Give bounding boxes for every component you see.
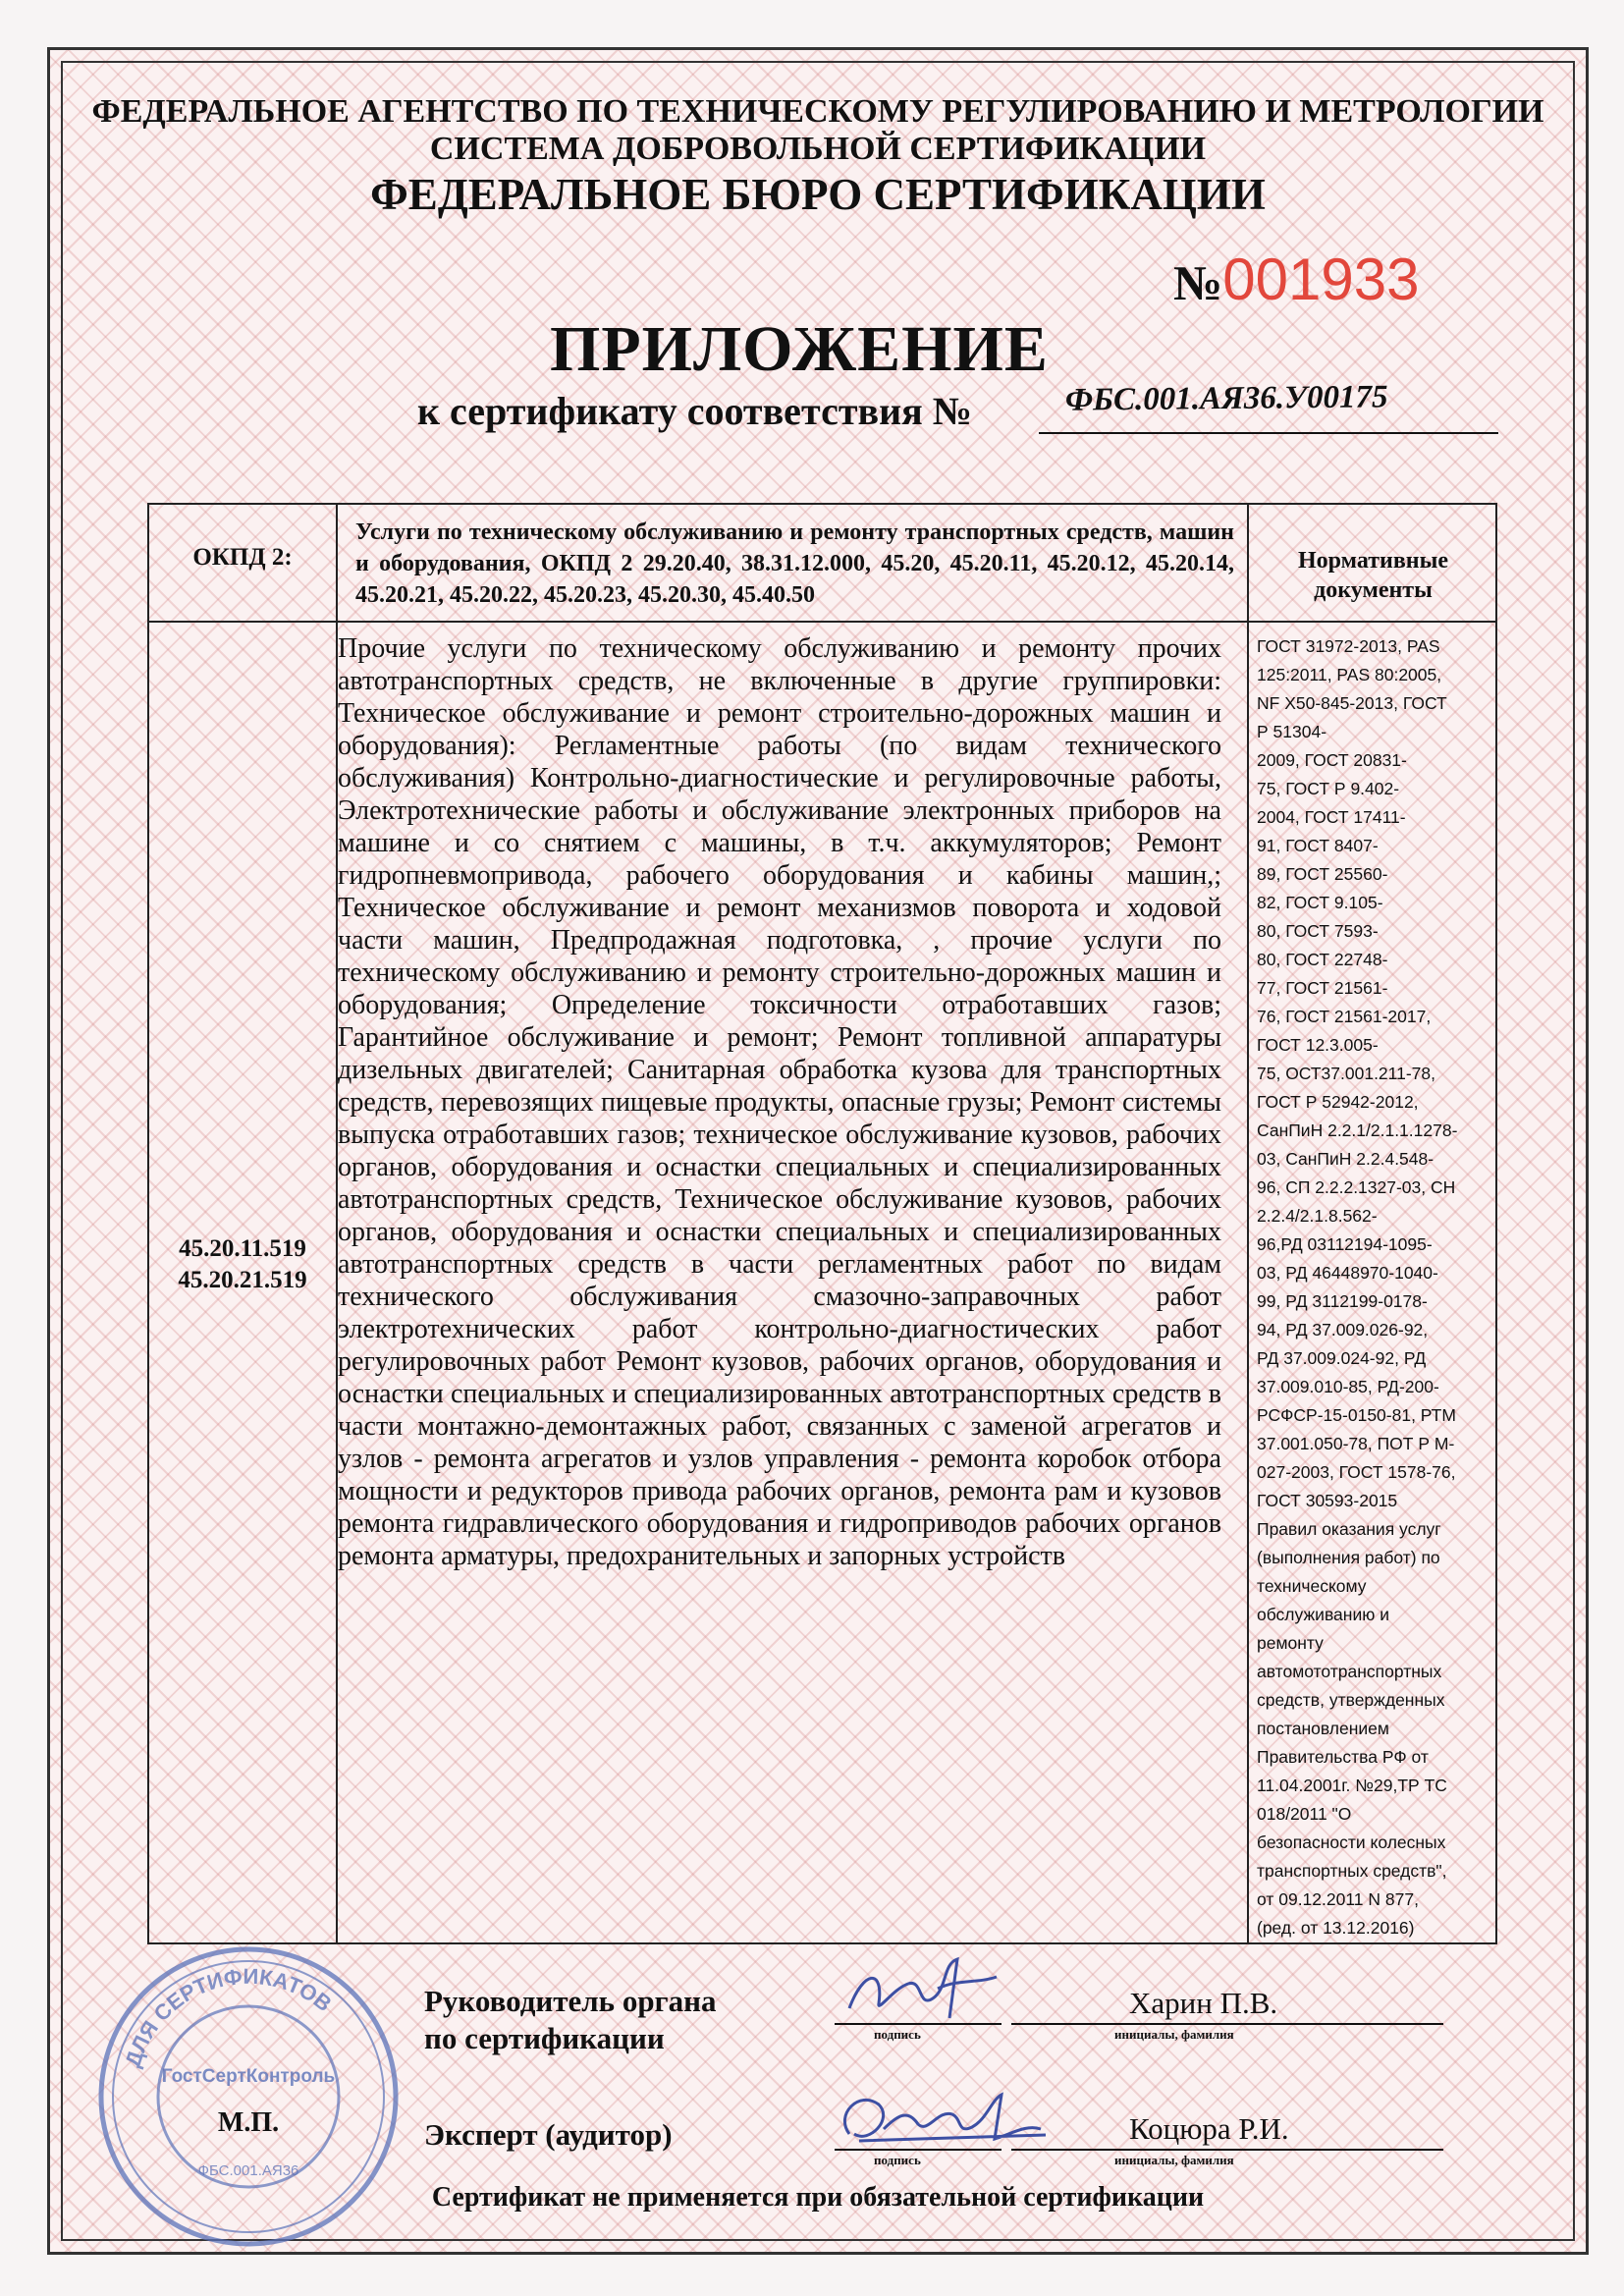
normative-document-line: 94, РД 37.009.026-92, [1257, 1320, 1429, 1339]
okpd-codes [149, 1233, 336, 1296]
okpd-label: ОКПД 2: [192, 544, 293, 571]
signature-caption: подпись [874, 2153, 921, 2167]
form-number [1173, 246, 1419, 313]
normative-document-line: техническому [1257, 1576, 1367, 1596]
normative-document-line: 37.009.010-85, РД-200- [1257, 1377, 1439, 1396]
stamp-ring-text: ДЛЯ СЕРТИФИКАТОВ [120, 1963, 337, 2070]
normative-document-line: 76, ГОСТ 21561-2017, [1257, 1007, 1432, 1026]
normative-document-line: 027-2003, ГОСТ 1578-76, [1257, 1462, 1456, 1482]
normative-documents-list [1257, 632, 1490, 1942]
normative-document-line: постановлением [1257, 1719, 1389, 1738]
normative-document-line: ГОСТ 12.3.005- [1257, 1035, 1379, 1055]
normative-documents-header: Нормативные документы [1297, 548, 1448, 603]
page-title: ПРИЛОЖЕНИЕ [550, 313, 1049, 385]
normative-document-line: 96, СП 2.2.2.1327-03, СН [1257, 1177, 1456, 1197]
stamp-code: ФБС.001.АЯ36 [197, 2162, 299, 2179]
normative-document-line: Р 51304- [1257, 722, 1327, 741]
expert-signature [830, 2080, 1056, 2159]
head-name: Харин П.В. [1129, 1986, 1278, 2020]
bureau-header: ФЕДЕРАЛЬНОЕ БЮРО СЕРТИФИКАЦИИ [370, 170, 1266, 219]
normative-document-line: ГОСТ 31972-2013, PAS [1257, 636, 1440, 656]
system-header: СИСТЕМА ДОБРОВОЛЬНОЙ СЕРТИФИКАЦИИ [429, 131, 1207, 167]
normative-document-line: 2004, ГОСТ 17411- [1257, 807, 1406, 827]
head-signature [839, 1949, 1006, 2028]
normative-document-line: NF X50-845-2013, ГОСТ [1257, 693, 1447, 713]
name-caption: инициалы, фамилия [1114, 2027, 1234, 2042]
normative-document-line: 018/2011 "О [1257, 1804, 1352, 1824]
normative-document-line: транспортных средств", [1257, 1861, 1447, 1881]
normative-document-line: 2009, ГОСТ 20831- [1257, 750, 1407, 770]
normative-document-line: 11.04.2001г. №29,ТР ТС [1257, 1776, 1447, 1795]
normative-document-line: 37.001.050-78, ПОТ Р М- [1257, 1434, 1455, 1453]
stamp-org: ГостСертКонтроль [161, 2066, 336, 2087]
certificate-number-line [1039, 432, 1498, 434]
expert-name-line [1011, 2149, 1443, 2151]
okpd-code: 45.20.21.519 [178, 1267, 307, 1293]
signature-caption: подпись [874, 2027, 921, 2042]
normative-document-line: автомототранспортных [1257, 1662, 1442, 1681]
normative-document-line: СанПиН 2.2.1/2.1.1.1278- [1257, 1121, 1458, 1140]
services-header: Услуги по техническому обслуживанию и ремонту транспортных средств, машин и оборудования, ОКПД 2 29.20.40, 38.31.12.000, 45.20, 45.20.11, 45.20.12, 45.20.14, 45.20.21, 45.20.22, 45.20.23, 45.20.30, 45.40.50 [355, 519, 1234, 608]
normative-document-line: 99, РД 3112199-0178- [1257, 1291, 1428, 1311]
scope-table [147, 503, 1497, 1944]
normative-document-line: ремонту [1257, 1633, 1324, 1653]
table-divider [1247, 505, 1249, 1942]
normative-document-line: Правил оказания услуг [1257, 1519, 1441, 1539]
stamp-mp: М.П. [217, 2107, 280, 2138]
normative-document-line: (ред. от 13.12.2016) [1257, 1918, 1415, 1938]
normative-document-line: 125:2011, PAS 80:2005, [1257, 665, 1442, 684]
footer-note: Сертификат не применяется при обязательной сертификации [431, 2182, 1205, 2213]
table-divider [149, 621, 1495, 623]
okpd-code: 45.20.11.519 [179, 1235, 306, 1262]
normative-document-line: Правительства РФ от [1257, 1747, 1429, 1767]
normative-document-line: 96,РД 03112194-1095- [1257, 1234, 1433, 1254]
normative-document-line: 03, СанПиН 2.2.4.548- [1257, 1149, 1435, 1169]
normative-document-line: 77, ГОСТ 21561- [1257, 978, 1388, 998]
normative-document-line: 75, ОСТ37.001.211-78, [1257, 1064, 1435, 1083]
number-sign: № [1173, 255, 1223, 310]
head-of-body-label-2: по сертификации [424, 2021, 665, 2055]
normative-document-line: 03, РД 46448970-1040- [1257, 1263, 1438, 1283]
agency-header: ФЕДЕРАЛЬНОЕ АГЕНТСТВО ПО ТЕХНИЧЕСКОМУ РЕГУЛИРОВАНИЮ И МЕТРОЛОГИИ [91, 93, 1544, 130]
normative-document-line: РД 37.009.024-92, РД [1257, 1348, 1427, 1368]
normative-document-line: обслуживанию и [1257, 1605, 1389, 1624]
expert-label: Эксперт (аудитор) [424, 2117, 673, 2152]
normative-document-line: 75, ГОСТ Р 9.402- [1257, 779, 1400, 798]
page-subtitle: к сертификату соответствия № [417, 389, 972, 433]
normative-document-line: 2.2.4/2.1.8.562- [1257, 1206, 1378, 1226]
certificate-number: ФБС.001.АЯ36.У00175 [1064, 379, 1388, 418]
normative-document-line: ГОСТ 30593-2015 [1257, 1491, 1398, 1510]
normative-document-line: (выполнения работ) по [1257, 1548, 1440, 1567]
expert-name: Коцюра Р.И. [1129, 2111, 1289, 2146]
normative-document-line: 80, ГОСТ 22748- [1257, 950, 1388, 969]
normative-document-line: средств, утвержденных [1257, 1690, 1445, 1710]
normative-document-line: 80, ГОСТ 7593- [1257, 921, 1379, 941]
normative-document-line: 82, ГОСТ 9.105- [1257, 893, 1383, 912]
normative-document-line: РСФСР-15-0150-81, РТМ [1257, 1405, 1456, 1425]
head-name-line [1011, 2023, 1443, 2025]
services-description: Прочие услуги по техническому обслуживанию и ремонту прочих автотранспортных средств, не включенные в другие группировки: Техническое обслуживание и ремонт строительно-дорожных машин и оборудования): Регламентные работы (по видам технического обслуживания) Контрольно-диагностические и регулировочные работы, Электротехнические работы и обслуживание электронных приборов на машине и со снятием с машины, в т.ч. аккумуляторов; Ремонт гидропневмопривода, рабочего оборудования и кабины машин,; Техническое обслуживание и ремонт механизмов поворота и ходовой части машин, Предпродажная подготовка, , прочие услуги по техническому обслуживанию и ремонту строительно-дорожных машин и оборудования; Определение токсичности отработавших газов; Гарантийное обслуживание и ремонт; Ремонт топливной аппаратуры дизельных двигателей; Санитарная обработка кузова для транспортных средств, перевозящих пищевые продукты, опасные грузы; Ремонт системы выпуска отработавших газов; техническое обслуживание кузовов, рабочих органов, оборудования и оснастки специальных и специализированных автотранспортных средств, Техническое обслуживание кузовов, рабочих органов, оборудования и оснастки специальных и специализированных автотранспортных средств в части регламентных работ по видам технического обслуживания смазочно-заправочных работ электротехнических работ контрольно-диагностических работ регулировочных работ Ремонт кузовов, рабочих органов, оборудования и оснастки специальных и специализированных автотранспортных средств в части монтажно-демонтажных работ, связанных с заменой агрегатов и узлов - ремонта агрегатов и узлов управления - ремонта коробок отбора мощности и редукторов привода рабочих органов, ремонта рам и кузовов ремонта гидравлического оборудования и гидроприводов рабочих органов ремонта арматуры, предохранительных и запорных устройств [338, 633, 1221, 1571]
normative-document-line: ГОСТ Р 52942-2012, [1257, 1092, 1419, 1112]
normative-document-line: безопасности колесных [1257, 1832, 1446, 1852]
head-of-body-label: Руководитель органа [424, 1984, 717, 2018]
normative-document-line: от 09.12.2011 N 877, [1257, 1889, 1419, 1909]
normative-document-line: 89, ГОСТ 25560- [1257, 864, 1388, 884]
normative-document-line: 91, ГОСТ 8407- [1257, 836, 1379, 855]
name-caption: инициалы, фамилия [1114, 2153, 1234, 2167]
form-number-value: 001933 [1222, 246, 1420, 312]
